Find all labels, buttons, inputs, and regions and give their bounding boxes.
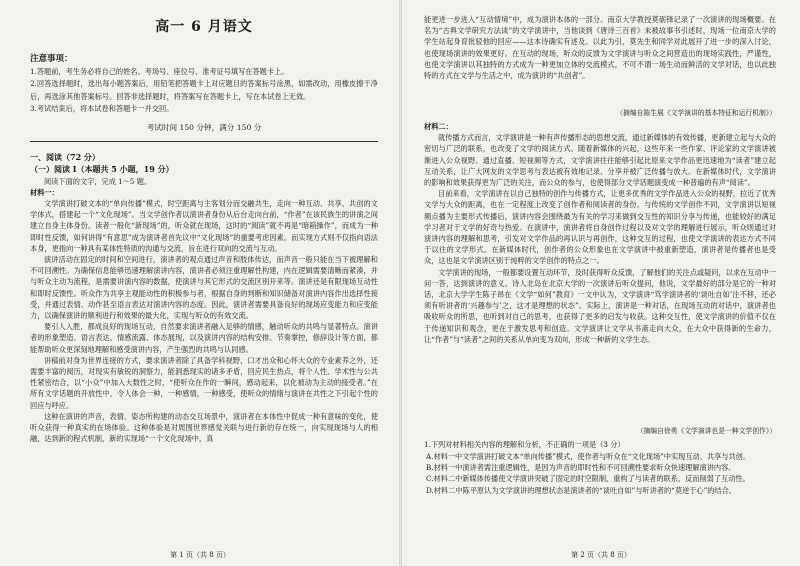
exam-title: 高一 6 月语文 [155,19,253,35]
option-c: C.材料二中新媒体传播使文学演讲突破了固定的时空限制，重构了与读者的联系，反而削弱了互动性。 [426,474,750,484]
question-1 [424,439,776,496]
option-a: A.材料一中文学演讲打破文本“单向传播”模式，使作者与听众在“文化现场”中实现互动、共享与共创。 [426,451,751,461]
note-item: 2.回答选择题时，选出每小题答案后，用铅笔把答题卡上对应题目的答案标号涂黑，如需改动，用橡皮擦干净后，再选涂其他答案标号。回答非选择题时，将答案写在答题卡上，写在本试卷上无效。 [30,79,378,101]
paragraph: 文学演讲打破文本的“单向传播”模式，时空距离与主客划分而交融共生，走向一种互动、共享、共创的文学体式，搭建起一个“文化现场”。当文学创作者以演讲者身份从后台走向台前，“作者”在该民族生的讲演之间建立自身主体身份。读者一般化“新现场”的，听众就在现场，这时的“阅读”就不再是“暗箱操作”，而成为一种即时性反馈，如何讲得“有意思”成为演讲者首先议中“文化现场”的重要考虑因素。而实现方式则不仅指向语法本身，更指向一种具有某体性特质的沟通与交流，旨在进行双向的交流与互动。 [30,199,378,253]
exam-page-2 [402,0,800,566]
question-stem: 1.下列对材料相关内容的理解和分析，不正确的一项是（3 分） [424,440,625,450]
divider [30,141,378,142]
note-item: 3.考试结束后，将本试卷和答题卡一并交回。 [30,104,174,114]
source-note: （摘编自陈生展《文学演讲的基本特征和运行机制》） [616,109,776,117]
page-footer: 第 2 页（共 8 页） [571,551,631,559]
paragraph: 讲稿前对身为世界连接的方式，要求演讲者除了具备学科视野，口才出众和心怀大众的专业素养之外，还需要丰富的阅历，对现实有敏锐的洞察力，能洞悉现实的诸多矛盾，回应民生热点，将个人性、学术性与公共性紧密结合，以“小众”中加入大数性之时，“使听众在作的一瞬间，感动起来，以化被动为主动的接受者。”在所有文学话题的开放性中，令人体会一种，一种感情，一种感受，使听众的情绪与演讲在共性之下引起个性的回应与呼应。 [30,355,378,410]
page-footer: 第 1 页（共 8 页） [170,551,230,559]
notes-block [30,52,378,116]
material-1-continued [424,14,776,104]
option-b: B.材料一中演讲者需注重逻辑性，是因为声音的即时性和不可回溯性要求听众快速理解演讲内容。 [426,463,736,473]
material-label: 材料二： [424,122,453,131]
material-1-body [30,198,378,444]
paragraph: 演讲活动在固定的时间和空间进行，演讲者的观点通过声音和肢体传达，而声音一般只能在当下被理解和不可回溯性。为确保信息能够迅速理解演讲内容，演讲者必须注重理解性构建，内在逻辑需要清晰而紧凑，并与听众主动为流程，是需要讲演内容的数据，使演讲与其它形式的交流区别开来等。演讲还是有限现场互动性和即时反馈性。听众作为共享主观能动性的积极参与者，根据自身的判断和知识储备对演讲内容作出选择性接受，并通过表情、动作甚至语言表达对演讲内容的态度。因此，演讲者需要具备良好的现场应变能力和应变能力，以确保演讲的顺利进行和效果的最大化，实现与听众的有效交流。 [30,255,378,321]
material-label: 材料一： [30,187,59,197]
option-d: D.材料二中陈平原认为文学演讲的理想状态是演讲者的“谈吐自如”与听讲者的“莫逆于心”的结合。 [426,485,736,495]
section-heading: 一、阅读（72 分） [30,151,100,162]
notes-heading: 注意事项： [30,54,73,64]
paragraph: 要引人入胜，都成良好的现场互动，自然要求演讲者融入足够的情感，触动听众的共鸣与显著特点。演讲者的形象塑造、语言表达、情感流露、体态展现，以及演讲内容的结构安排、节奏掌控，修辞设计等方面，都能帮助听众更深刻地理解和感受演讲内容，产生强烈的共鸣与认同感。 [30,322,378,354]
subsection-heading: （一）阅读 I（本题共 5 小题，19 分） [30,163,174,174]
instruction: 阅读下面的文字，完成 1～5 题。 [44,176,152,186]
paragraph: 目前来看，文学演讲在以自己独特的创作与传播方式，让更多优秀的文学作品进入公众的视野，拉近了优秀文学与大众的距离，也在一定程度上改变了创作者和阅读者的身份。与传统的文学创作不同，文学演讲以短视频点播为主要形式传播后，演讲内容会围绕最为有关的学习来做到交互性的知识分享与传递，也能较好的满足学习者对于文学的好奇与热爱。在演讲中，演讲者将自身创作过程以及对文学的理解进行展示，听众则通过对演讲内容的理解和思考，引发对文学作品的再认识与再创作，这种交互的过程，也使文学演讲的表达方式不同于以往的文学形式。在新媒体时代，创作者的公众形象也在文学演讲中被重新塑造，演讲者是传播者也是受众，这也是文学演讲区别于纯粹的文学创作的特点之一。 [424,189,776,266]
paragraph: 文学演讲的现场，一般都要设置互动环节，及时获得听众反馈，了解他们的关注点或疑问，以求在互动中一问一答，达到演讲的意义。诗人北岛在北京大学的一次演讲后听众提问，他说，文学最好的部分是它的一种对话，北京大学学生陈子昂在《文学“如何”教育》一文中认为，文学演讲“笃学演讲者的‘谈吐自如’注不移，还必须有听讲者的‘兴趣参与’之，这才是理想的状态”。实际上，演讲是一种对话，在现场互动的对话中，演讲者也吸收听众的所思，也听到对自己的思考，也获得了更多的启发与收获。这种交互性，使文学演讲的价值不仅在于传递知识和观念，更在于激发思考和创造。文学演讲让文学从书斋走向大众，在大众中获得新的生命力，让“作者”与“读者”之间的关系从单向变为双向，形成一种新的文学生态。 [424,267,776,344]
source-note: （摘编自徐勇《文学演讲也是一种文学创作》） [636,427,776,436]
paragraph: 能更进一步进入“互动情境”中，成为演讲本体的一部分。南京大学教授莫砺锋记录了一次演讲的现场概要。在名为“古典文学研究方法谈”的文学演讲中，当他谈到《唐诗三百首》未被故事书引述时，现场一位南京大学的学生站起身育批驳他的回应——这本诗确实有述及。以此为引，莫先生和同学对此展开了进一步的深入讨论，也使现场演讲的效果更好。在互动的现场，听众的反馈为文学演讲与听众之间营造出的现场实践性，严谨性，也使文学演讲以其独特的方式成为一种更加立体的交流模式，不可不谓一场生动而鲜活的文学对话，也以此独特的方式在文学与生活之中，成为演讲的“共创者”。 [424,15,776,81]
material-2-body [424,132,776,422]
note-item: 1.答题前，考生务必将自己的姓名、考场号、座位号、准考证号填写在答题卡上。 [30,67,289,76]
paragraph: 就传播方式而言，文学演讲是一种有声传播形态的思想交流，通过新媒体的有效传播，更新建立起与大众的密切与广泛的联系，也改变了文学的阅读方式。随着新媒体的兴起，这些年来一些作家、评论家的文学演讲被渐进入公众视野。通过直播、短视频等方式，文学演讲往往能够引起比原来文学作品更迅速地为“读者”建立起互动关系，让广大网友的文学思考与表达被有效地记录、分享并被广泛传播与放大。在新媒体时代，文学演讲的影响和效果获得更为广泛的关注，而公众的参与，也使得部分文学话题演变成一种普遍的有声“阅读”。 [424,133,776,188]
paragraph: 这种在演讲的声音，表情、姿态所构建的动态交互场景中，演讲者在本体性中促成一种有意味的变化，使听众获得一种真实的在场体验。这种体验是对周围世界感觉关联与进行新的存在统一，向实现现场与人的相融，达到新的程式机制，新的实现场“一个文化现场中，真 [30,411,378,444]
time-line: 考试时间 150 分钟，满分 150 分 [146,122,262,132]
